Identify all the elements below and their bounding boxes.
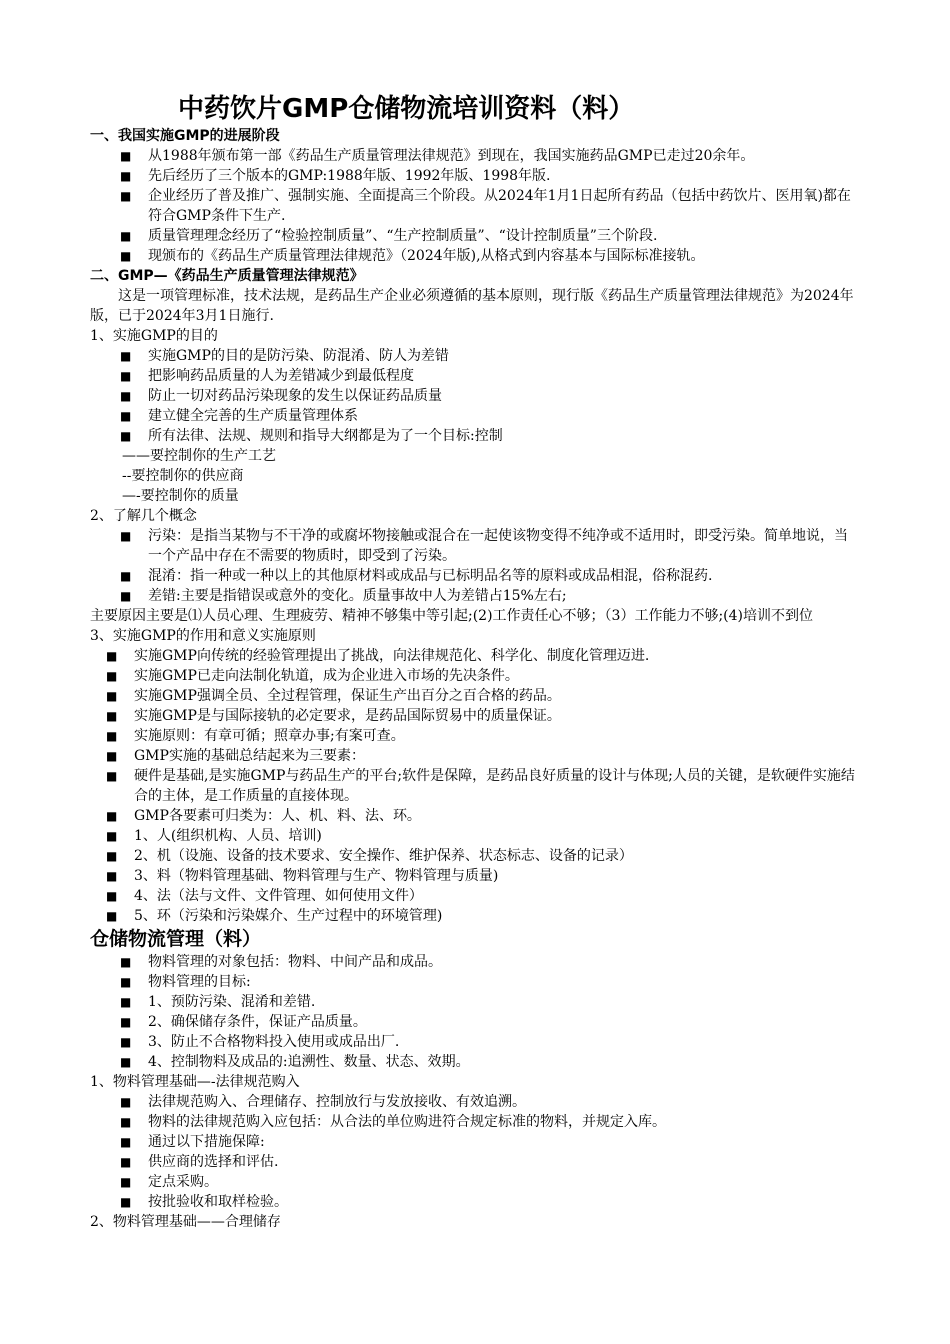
list-item: ■ GMP实施的基础总结起来为三要素： (90, 746, 860, 766)
list-item: ■ 3、料（物料管理基础、物料管理与生产、物料管理与质量) (90, 866, 860, 886)
list-item: ■ 实施原则：有章可循；照章办事;有案可查。 (90, 726, 860, 746)
list-item: ■ 物料管理的目标: (90, 972, 860, 992)
dash-line: --要控制你的供应商 (122, 468, 244, 484)
list-item: ■ GMP各要素可归类为：人、机、料、法、环。 (90, 806, 860, 826)
list-item: ■ 按批验收和取样检验。 (90, 1192, 860, 1212)
list-item: ■ 把影响药品质量的人为差错减少到最低程度 (90, 366, 860, 386)
paragraph: 主要原因主要是⑴人员心理、生理疲劳、精神不够集中等引起;(2)工作责任心不够；（3）工作能力不够;(4)培训不到位 (90, 608, 813, 624)
list-item: ■ 物料的法律规范购入应包括：从合法的单位购进符合规定标准的物料，并规定入库。 (90, 1112, 860, 1132)
list-item: ■ 供应商的选择和评估. (90, 1152, 860, 1172)
list-item: ■ 实施GMP已走向法制化轨道，成为企业进入市场的先决条件。 (90, 666, 860, 686)
document-page (90, 92, 860, 1232)
list-item: ■ 防止一切对药品污染现象的发生以保证药品质量 (90, 386, 860, 406)
subsection-heading: 2、物料管理基础——合理储存 (90, 1214, 281, 1230)
list-item: ■ 先后经历了三个版本的GMP:1988年版、1992年版、1998年版. (90, 166, 860, 186)
list-item: ■ 物料管理的对象包括：物料、中间产品和成品。 (90, 952, 860, 972)
list-item: ■ 混淆：指一种或一种以上的其他原材料或成品与已标明品名等的原料或成品相混，俗称混药. (90, 566, 860, 586)
list-item: ■ 实施GMP向传统的经验管理提出了挑战，向法律规范化、科学化、制度化管理迈进. (90, 646, 860, 666)
subsection-heading: 3、实施GMP的作用和意义实施原则 (90, 628, 316, 644)
list-item: ■ 实施GMP是与国际接轨的必定要求，是药品国际贸易中的质量保证。 (90, 706, 860, 726)
list-item: ■ 3、防止不合格物料投入使用或成品出厂. (90, 1032, 860, 1052)
section-heading: 二、GMP—《药品生产质量管理法律规范》 (90, 268, 364, 284)
subsection-heading: 1、实施GMP的目的 (90, 328, 218, 344)
list-item: ■ 所有法律、法规、规则和指导大纲都是为了一个目标:控制 (90, 426, 860, 446)
list-item: ■ 5、环（污染和污染媒介、生产过程中的环境管理) (90, 906, 860, 926)
list-item: ■ 通过以下措施保障: (90, 1132, 860, 1152)
subsection-heading: 2、了解几个概念 (90, 508, 197, 524)
section-heading: 仓储物流管理（料） (90, 928, 262, 950)
list-item: ■ 污染：是指当某物与不干净的或腐坏物接触或混合在一起使该物变得不纯净或不适用时，即受污染。简单地说，当一个产品中存在不需要的物质时，即受到了污染。 (90, 526, 860, 566)
list-item: ■ 质量管理理念经历了“检验控制质量”、“生产控制质量”、“设计控制质量”三个阶段. (90, 226, 860, 246)
list-item: ■ 企业经历了普及推广、强制实施、全面提高三个阶段。从2024年1月1日起所有药品（包括中药饮片、医用氧)都在符合GMP条件下生产. (90, 186, 860, 226)
list-item: ■ 定点采购。 (90, 1172, 860, 1192)
paragraph: 这是一项管理标准，技术法规，是药品生产企业必须遵循的基本原则，现行版《药品生产质量管理法律规范》为2024年版，已于2024年3月1日施行. (90, 288, 854, 324)
list-item: ■ 差错:主要是指错误或意外的变化。质量事故中人为差错占15%左右; (90, 586, 860, 606)
list-item: ■ 现颁布的《药品生产质量管理法律规范》（2024年版),从格式到内容基本与国际标准接轨。 (90, 246, 860, 266)
subsection-heading: 1、物料管理基础—-法律规范购入 (90, 1074, 300, 1090)
list-item: ■ 2、确保储存条件，保证产品质量。 (90, 1012, 860, 1032)
list-item: ■ 建立健全完善的生产质量管理体系 (90, 406, 860, 426)
dash-line: ——要控制你的生产工艺 (122, 448, 276, 464)
list-item: ■ 4、法（法与文件、文件管理、如何使用文件） (90, 886, 860, 906)
page-title: 中药饮片GMP仓储物流培训资料（料） (178, 94, 635, 124)
section-heading: 一、我国实施GMP的进展阶段 (90, 128, 280, 144)
list-item: ■ 实施GMP的目的是防污染、防混淆、防人为差错 (90, 346, 860, 366)
dash-line: —-要控制你的质量 (122, 488, 239, 504)
list-item: ■ 实施GMP强调全员、全过程管理，保证生产出百分之百合格的药品。 (90, 686, 860, 706)
list-item: ■ 从1988年颁布第一部《药品生产质量管理法律规范》到现在，我国实施药品GMP已走过20余年。 (90, 146, 860, 166)
list-item: ■ 1、预防污染、混淆和差错. (90, 992, 860, 1012)
list-item: ■ 1、人(组织机构、人员、培训) (90, 826, 860, 846)
list-item: ■ 法律规范购入、合理储存、控制放行与发放接收、有效追溯。 (90, 1092, 860, 1112)
list-item: ■ 硬件是基础,是实施GMP与药品生产的平台;软件是保障，是药品良好质量的设计与体现;人员的关键，是软硬件实施结合的主体，是工作质量的直接体现。 (90, 766, 860, 806)
list-item: ■ 2、机（设施、设备的技术要求、安全操作、维护保养、状态标志、设备的记录） (90, 846, 860, 866)
list-item: ■ 4、控制物料及成品的:追溯性、数量、状态、效期。 (90, 1052, 860, 1072)
